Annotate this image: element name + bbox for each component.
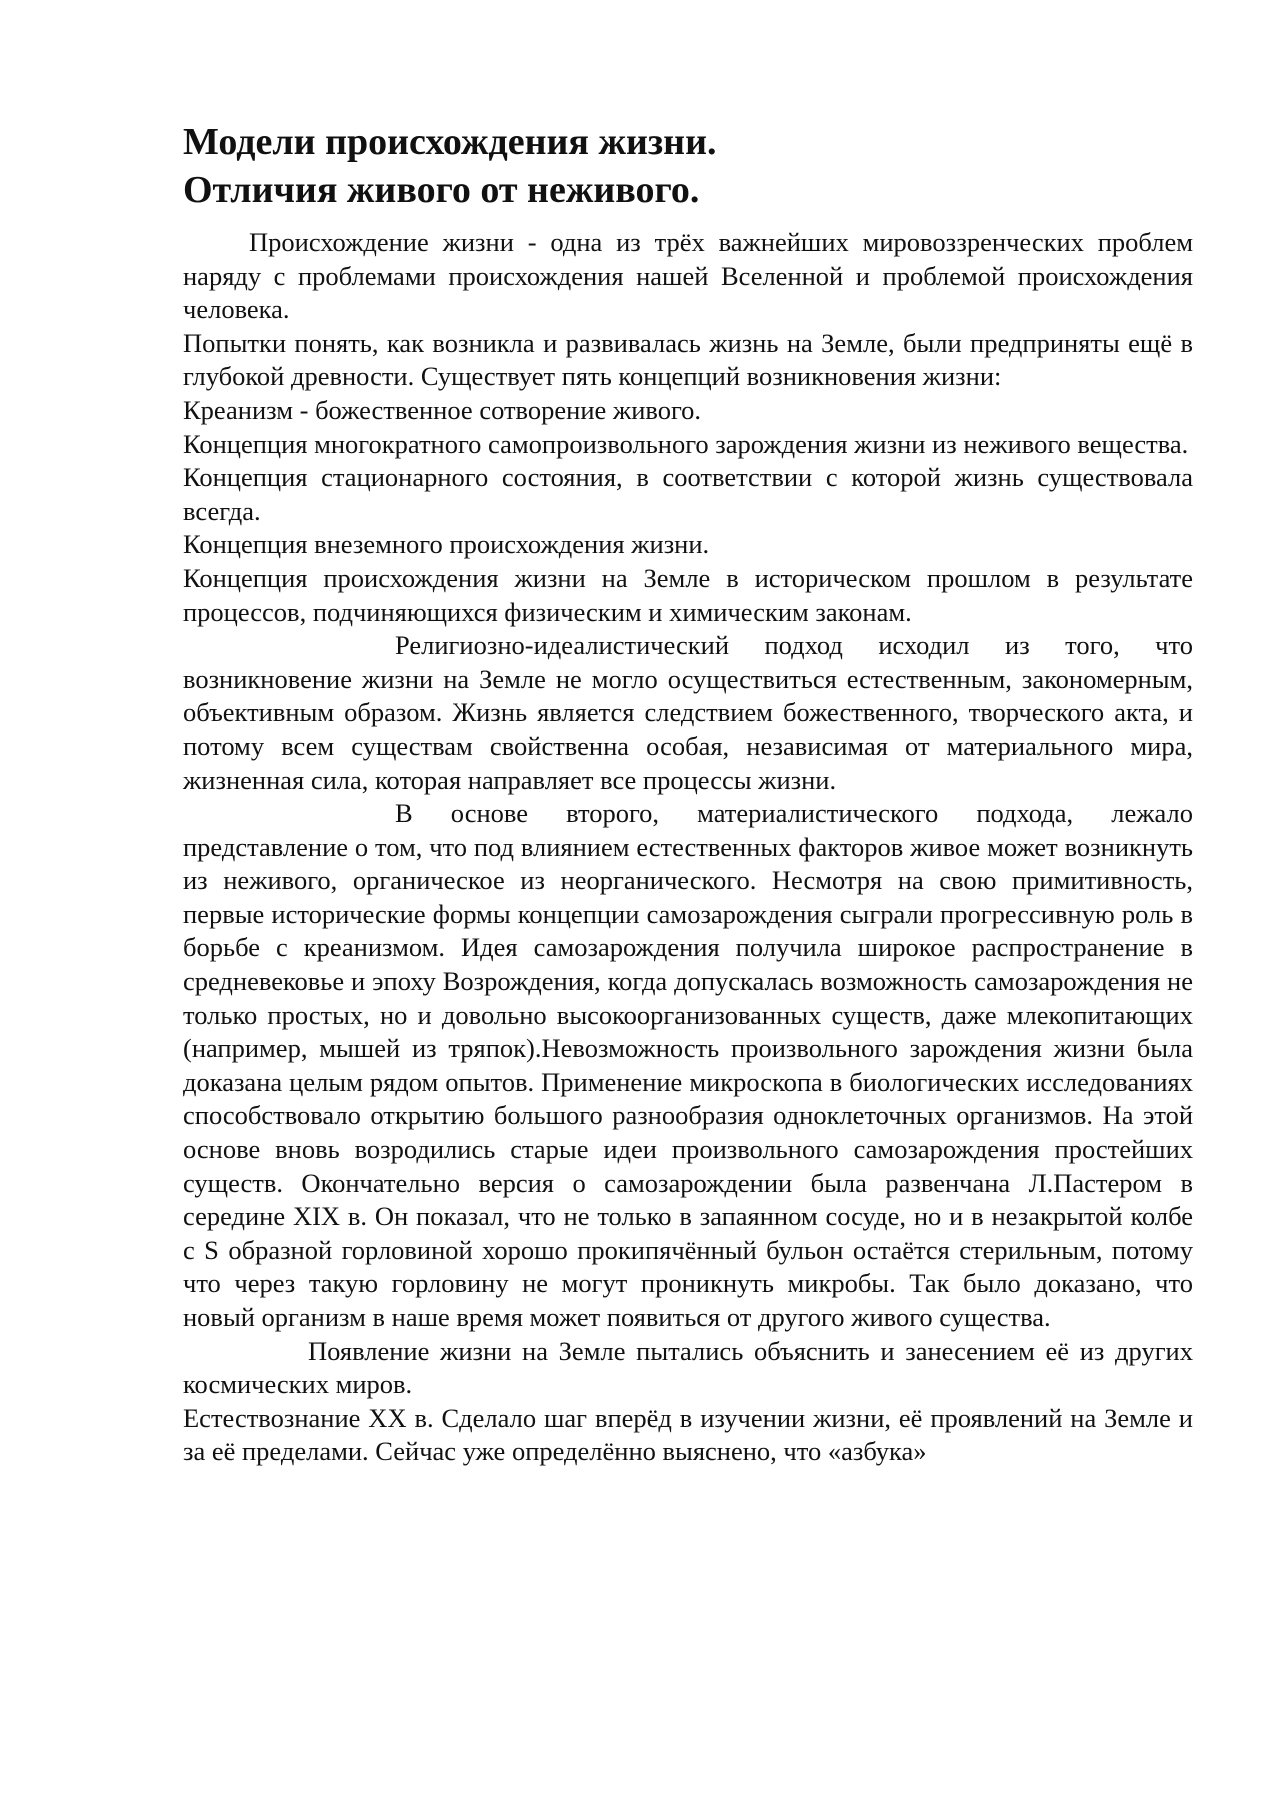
document-content [183, 118, 1193, 1469]
paragraph-materialist-approach: В основе второго, материалистического подхода, лежало представление о том, что под влиянием естественных факторов живое может возникнуть из неживого, органическое из неорганического. Несмотря на свою примитивность, первые исторические формы концепции самозарождения сыграли прогрессивную роль в борьбе с креанизмом. Идея самозарождения получила широкое распространение в средневековье и эпоху Возрождения, когда допускалась возможность самозарождения не только простых, но и довольно высокоорганизованных существ, даже млекопитающих (например, мышей из тряпок).Невозможность произвольного зарождения жизни была доказана целым рядом опытов. Применение микроскопа в биологических исследованиях способствовало открытию большого разнообразия одноклеточных организмов. На этой основе вновь возродились старые идеи произвольного самозарождения простейших существ. Окончательно версия о самозарождении была развенчана Л.Пастером в середине XIX в. Он показал, что не только в запаянном сосуде, но и в незакрытой колбе с S образной горловиной хорошо прокипячённый бульон остаётся стерильным, потому что через такую горловину не могут проникнуть микробы. Так было доказано, что новый организм в наше время может появиться от другого живого существа. [183, 798, 1193, 1332]
paragraph-creationism: Креанизм - божественное сотворение живого. [183, 394, 702, 425]
paragraph-cosmic-origin: Появление жизни на Земле пытались объяснить и занесением её из других космических миров. [183, 1335, 1193, 1400]
paragraph-steady-state: Концепция стационарного состояния, в соответствии с которой жизнь существовала всегда. [183, 462, 1193, 526]
document-title [183, 118, 1193, 214]
paragraph-concepts-intro: Попытки понять, как возникла и развивалась жизнь на Земле, были предприняты ещё в глубокой древности. Существует пять концепций возникновения жизни: [183, 327, 1193, 392]
paragraph-spontaneous-generation: Концепция многократного самопроизвольного зарождения жизни из неживого вещества. [183, 428, 1189, 459]
paragraph-religious-approach: Религиозно-идеалистический подход исходил из того, что возникновение жизни на Земле не могло осуществиться естественным, закономерным, объективным образом. Жизнь является следствием божественного, творческого акта, и потому всем существам свойственна особая, независимая от материального мира, жизненная сила, которая направляет все процессы жизни. [183, 630, 1193, 795]
paragraph-twentieth-century: Естествознание XX в. Сделало шаг вперёд в изучении жизни, её проявлений на Земле и за её пределами. Сейчас уже определённо выяснено, что «азбука» [183, 1402, 1193, 1467]
title-line-2: Отличия живого от неживого. [183, 169, 700, 211]
paragraph-intro: Происхождение жизни - одна из трёх важнейших мировоззренческих проблем наряду с проблемами происхождения нашей Вселенной и проблемой происхождения человека. [183, 227, 1193, 325]
paragraph-extraterrestrial: Концепция внеземного происхождения жизни. [183, 529, 710, 560]
paragraph-historical-processes: Концепция происхождения жизни на Земле в историческом прошлом в результате процессов, подчиняющихся физическим и химическим законам. [183, 562, 1193, 627]
title-line-1: Модели происхождения жизни. [183, 121, 717, 163]
